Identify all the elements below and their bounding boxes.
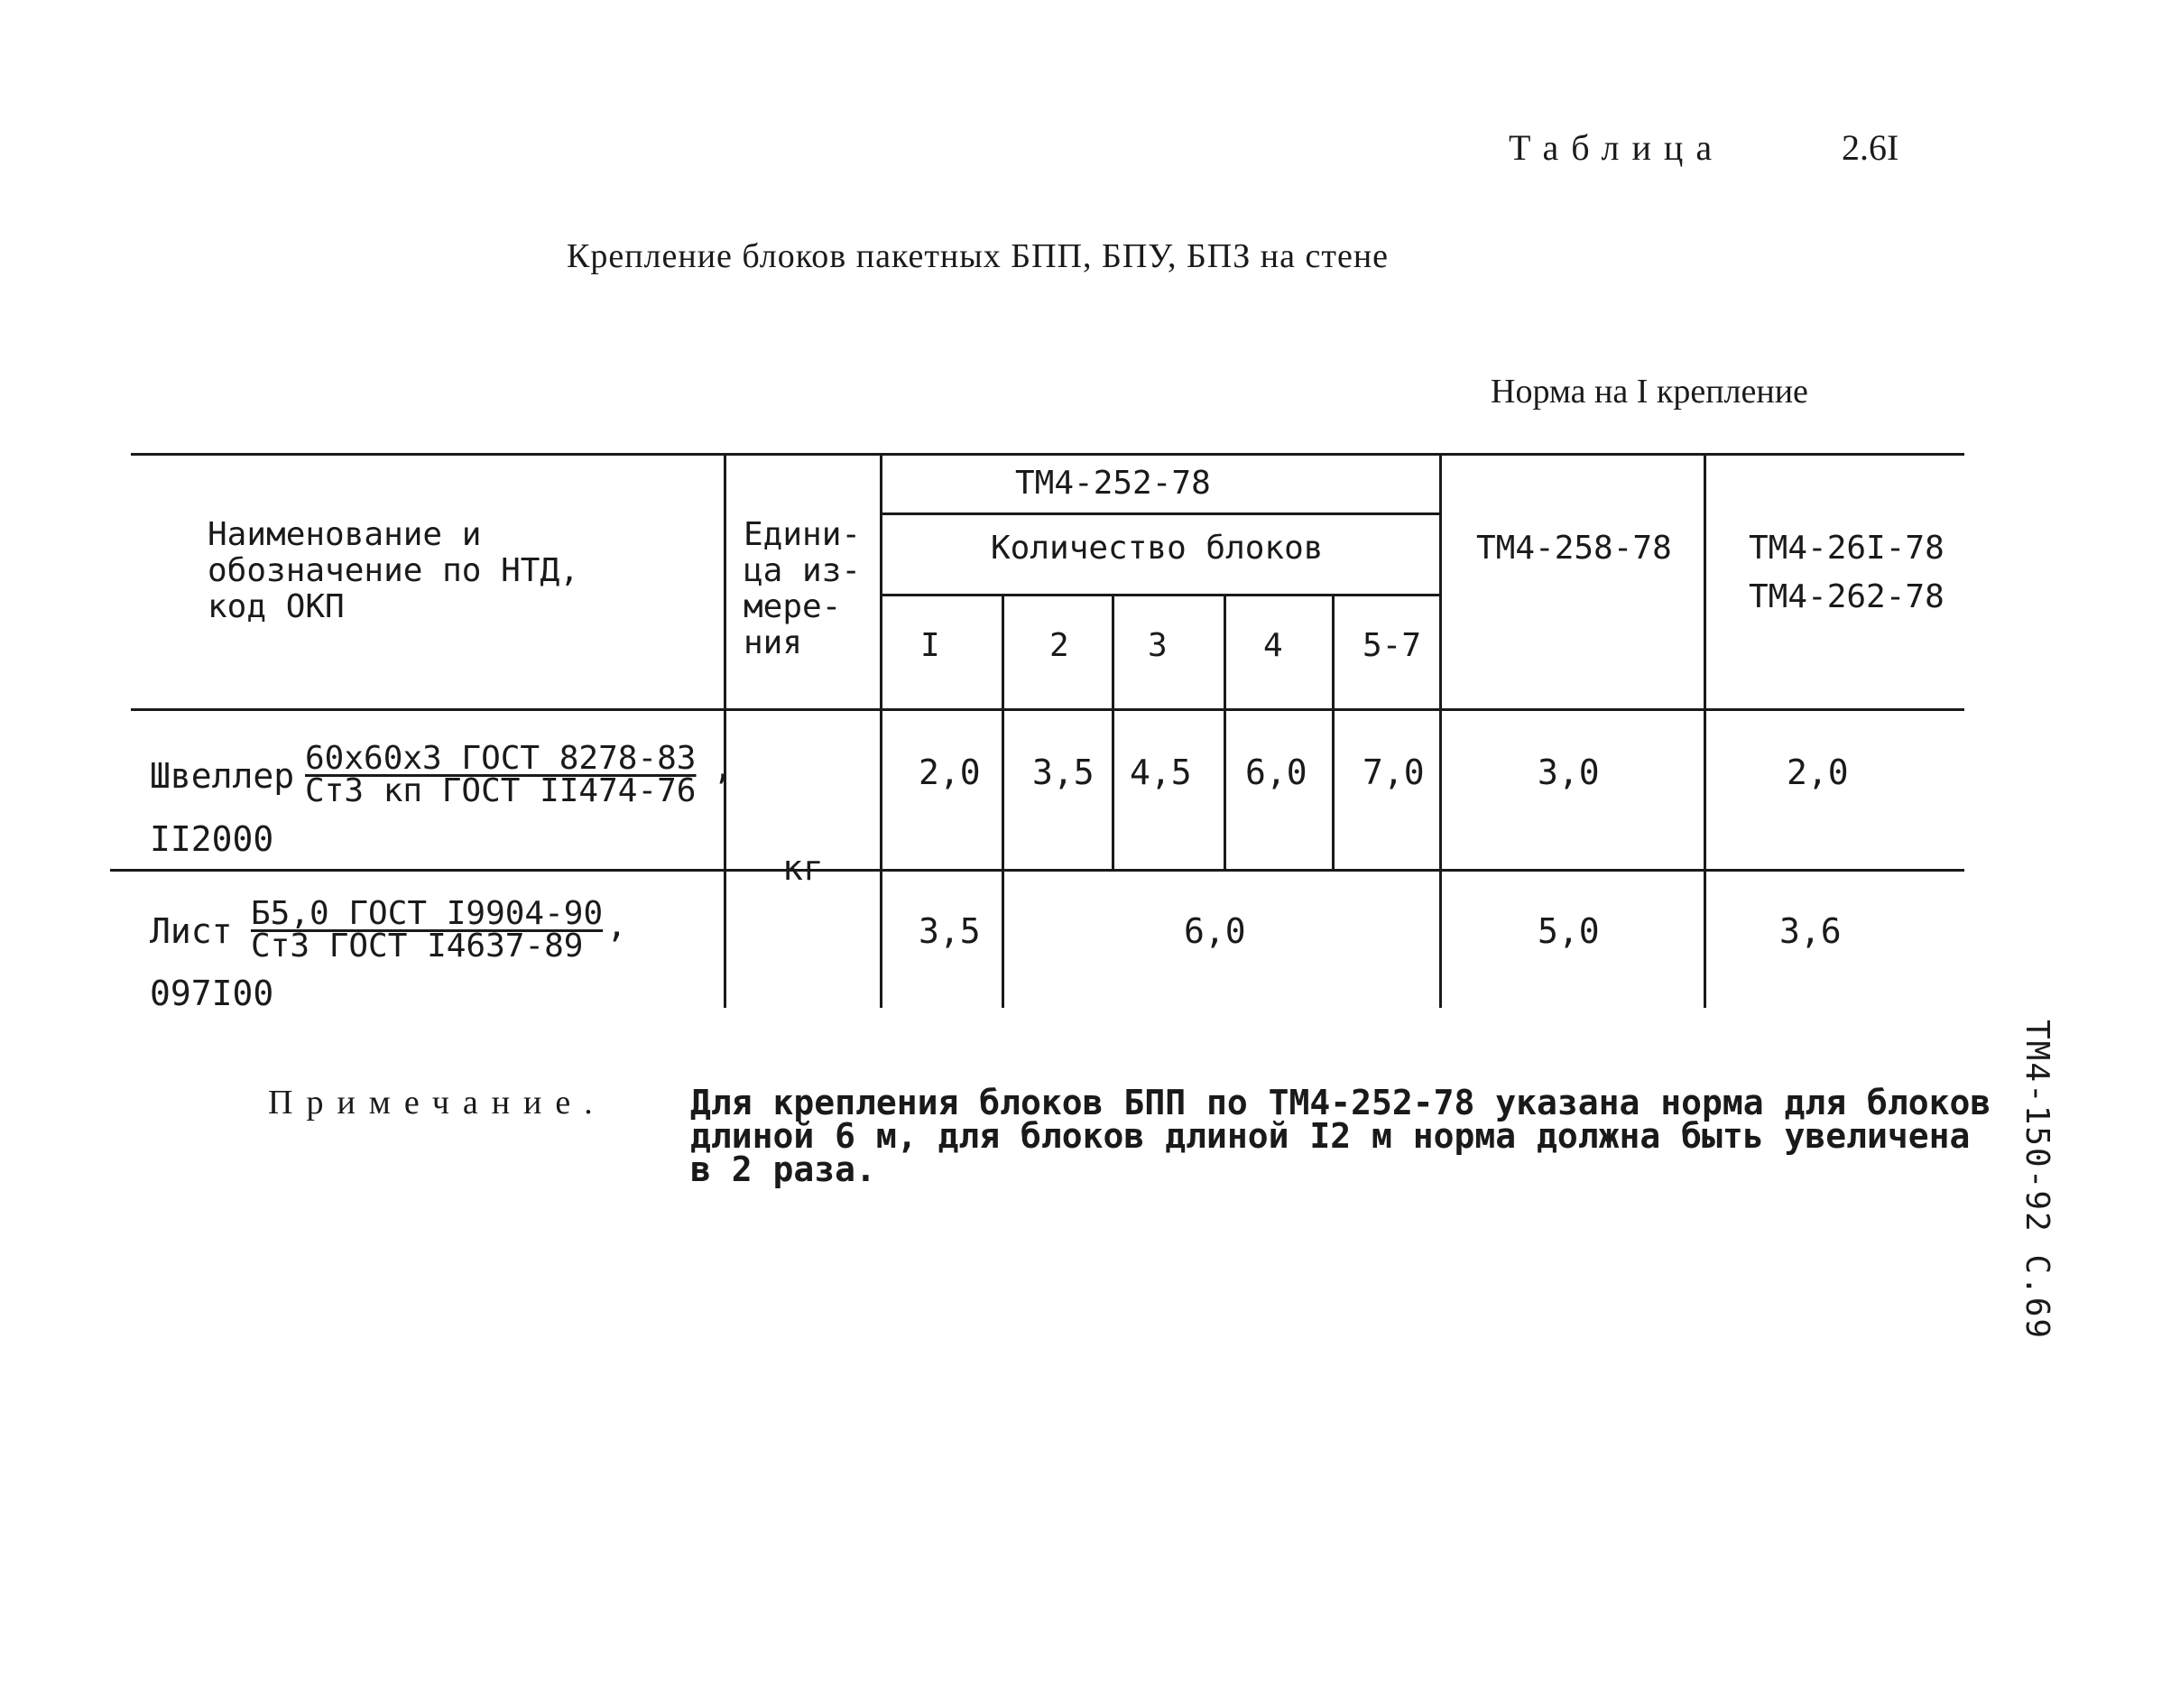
header-unit-line: Едини- xyxy=(744,516,862,553)
col-rule-tm252 xyxy=(1439,453,1442,1008)
col-rule-name xyxy=(724,453,726,1008)
table-number: 2.6I xyxy=(1842,127,1899,168)
header-count-2: 2 xyxy=(1049,627,1069,664)
header-name-line: код ОКП xyxy=(208,588,345,625)
col-rule-c4 xyxy=(1332,594,1335,869)
header-unit-line: мере- xyxy=(744,588,842,625)
row1-value-3: 4,5 xyxy=(1130,752,1192,792)
col-rule-c1 xyxy=(1002,594,1004,1008)
row1-prefix: Швеллер xyxy=(150,756,295,796)
norm-note: Норма на I крепление xyxy=(1491,373,1808,411)
header-name-line: Наименование и xyxy=(208,516,482,553)
row1-value-2: 3,5 xyxy=(1032,752,1095,792)
header-tm252: ТМ4-252-78 xyxy=(1015,465,1211,502)
row1-code: II2000 xyxy=(150,819,274,859)
row2-tm261: 3,6 xyxy=(1779,911,1842,951)
header-unit xyxy=(744,517,861,661)
row2-frac-top: Б5,0 ГОСТ I9904-90 xyxy=(251,895,604,932)
row1-frac-top: 60х60х3 ГОСТ 8278-83 xyxy=(305,740,697,777)
row1-value-5-7: 7,0 xyxy=(1362,752,1425,792)
header-tm262: ТМ4-262-78 xyxy=(1749,578,1944,615)
row1-value-4: 6,0 xyxy=(1245,752,1307,792)
row2-frac-bottom: Ст3 ГОСТ I4637-89 xyxy=(251,928,584,965)
row2-tm258: 5,0 xyxy=(1538,911,1600,951)
rule-under-tm252 xyxy=(880,512,1439,515)
col-rule-unit xyxy=(880,453,882,1008)
row-divider xyxy=(110,869,1964,872)
header-name xyxy=(208,517,579,625)
header-count-1: I xyxy=(920,627,940,664)
rule-under-block-count xyxy=(880,594,1439,596)
header-count-4: 4 xyxy=(1263,627,1283,664)
row2-comma: , xyxy=(606,905,627,945)
unit-kg: кг xyxy=(782,848,824,888)
note-line-2: длиной 6 м, для блоков длиной I2 м норма должна быть увеличена xyxy=(690,1116,1971,1156)
header-unit-line: ния xyxy=(744,624,803,661)
row1-tm261: 2,0 xyxy=(1787,752,1849,792)
row1-value-1: 2,0 xyxy=(919,752,981,792)
table-top-rule xyxy=(131,453,1964,456)
note-line-3: в 2 раза. xyxy=(690,1149,876,1189)
row2-code: 097I00 xyxy=(150,974,274,1013)
note-line-1: Для крепления блоков БПП по ТМ4-252-78 указана норма для блоков xyxy=(690,1083,1991,1122)
row2-prefix: Лист xyxy=(150,911,233,951)
header-tm258: ТМ4-258-78 xyxy=(1476,530,1672,567)
header-block-count: Количество блоков xyxy=(991,530,1324,567)
row2-value-1: 3,5 xyxy=(919,911,981,951)
col-rule-tm258 xyxy=(1704,453,1706,1008)
table-label: Таблица xyxy=(1509,127,1725,168)
col-rule-c3 xyxy=(1224,594,1226,869)
side-document-code: ТМ4-150-92 С.69 xyxy=(2018,1020,2055,1341)
header-count-5-7: 5-7 xyxy=(1362,627,1422,664)
note-label: Примечание. xyxy=(268,1084,606,1122)
row1-tm258: 3,0 xyxy=(1538,752,1600,792)
header-bottom-rule xyxy=(131,708,1964,711)
page-title: Крепление блоков пакетных БПП, БПУ, БПЗ на стене xyxy=(567,237,1390,275)
header-name-line: обозначение по НТД, xyxy=(208,552,579,589)
row1-comma: , xyxy=(713,747,734,787)
header-count-3: 3 xyxy=(1148,627,1168,664)
row2-value-merged: 6,0 xyxy=(1184,911,1246,951)
header-unit-line: ца из- xyxy=(744,552,862,589)
header-tm261: ТМ4-26I-78 xyxy=(1749,530,1944,567)
col-rule-c2 xyxy=(1112,594,1114,869)
row1-frac-bottom: Ст3 кп ГОСТ II474-76 xyxy=(305,772,697,809)
